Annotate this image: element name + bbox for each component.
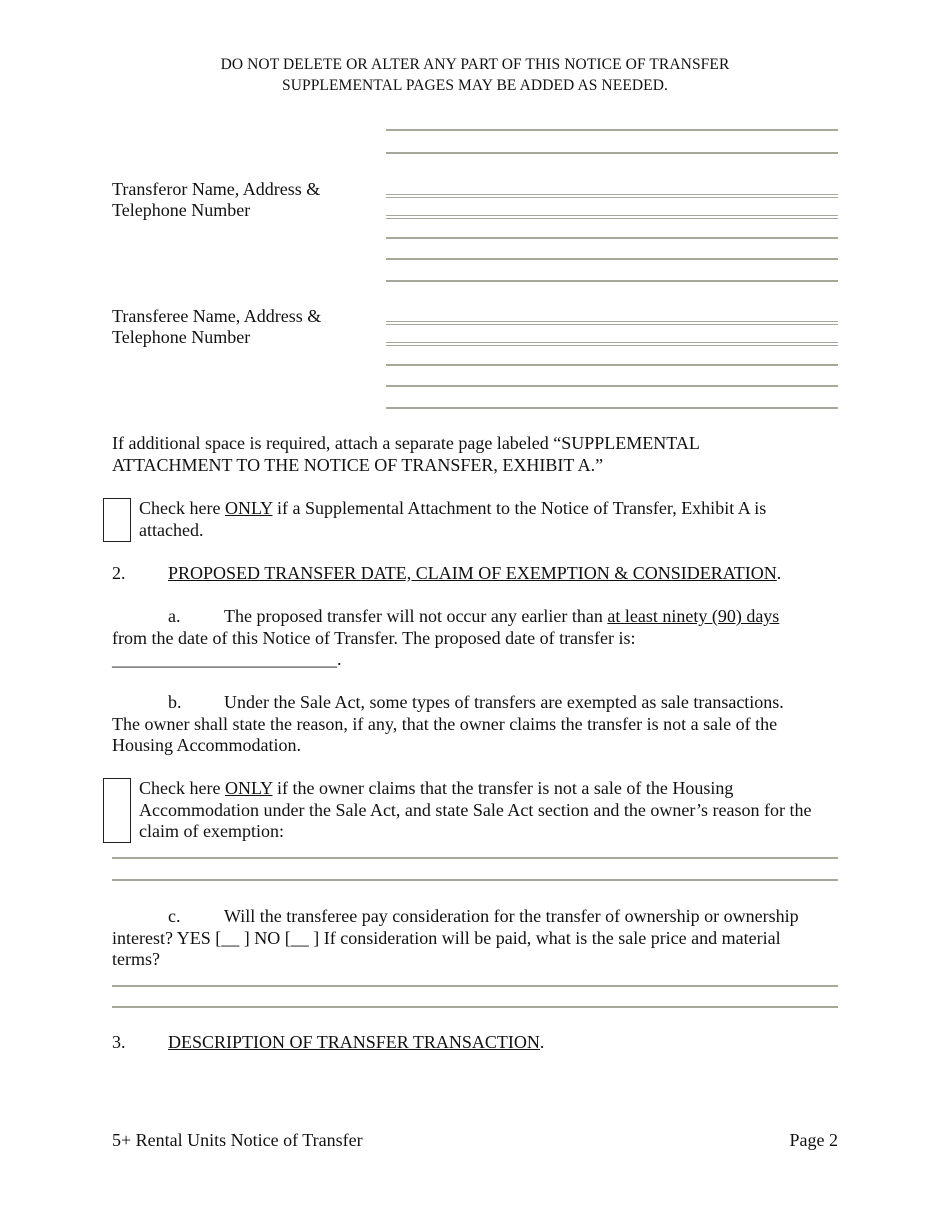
section-2a-paragraph: a. The proposed transfer will not occur any earlier than at least ninety (90) days from the date of this Notice of Transfer. The proposed date of transfer is: _________________________.: [112, 606, 838, 671]
transferor-field-line-3[interactable]: [386, 194, 838, 198]
transferor-field-line-5[interactable]: [386, 237, 838, 239]
transferee-label: Transferee Name, Address & Telephone Number: [112, 306, 322, 347]
transferee-field-line-3[interactable]: [386, 364, 838, 366]
transferor-field-line-1[interactable]: [386, 129, 838, 131]
transferee-field-line-1[interactable]: [386, 321, 838, 325]
transferor-label: Transferor Name, Address & Telephone Number: [112, 179, 321, 220]
sale-terms-line-1[interactable]: [112, 985, 838, 987]
supplemental-attachment-check-text: Check here ONLY if a Supplemental Attachment to the Notice of Transfer, Exhibit A is attached.: [139, 498, 767, 540]
transferor-field-line-7[interactable]: [386, 280, 838, 282]
proposed-transfer-date-blank[interactable]: _________________________.: [112, 649, 342, 669]
supplemental-attachment-checkbox[interactable]: [103, 498, 131, 542]
transferor-field-line-4[interactable]: [386, 215, 838, 219]
section-2c-paragraph: c. Will the transferee pay consideration for the transfer of ownership or ownership interest? YES [__ ] NO [__ ] If consideration will be paid, what is the sale price and material terms?: [112, 906, 799, 969]
section-2-title: PROPOSED TRANSFER DATE, CLAIM OF EXEMPTION & CONSIDERATION.: [168, 563, 782, 583]
footer-page-number: Page 2: [789, 1130, 838, 1150]
notice-header-line-1: DO NOT DELETE OR ALTER ANY PART OF THIS NOTICE OF TRANSFER: [220, 56, 730, 73]
footer-document-title: 5+ Rental Units Notice of Transfer: [112, 1130, 363, 1150]
exemption-claim-checkbox[interactable]: [103, 778, 131, 843]
exemption-claim-check-text: Check here ONLY if the owner claims that the transfer is not a sale of the Housing Accommodation under the Sale Act, and state Sale Act section and the owner’s reason for the claim of exemption:: [139, 778, 812, 841]
section-3-number: 3.: [112, 1032, 126, 1052]
section-2b-paragraph: b. Under the Sale Act, some types of transfers are exempted as sale transactions. The owner shall state the reason, if any, that the owner claims the transfer is not a sale of the Housing Accommodation.: [112, 692, 784, 755]
transferee-field-line-5[interactable]: [386, 407, 838, 409]
transferor-field-line-2[interactable]: [386, 152, 838, 154]
section-3-title: DESCRIPTION OF TRANSFER TRANSACTION.: [168, 1032, 545, 1052]
sale-terms-line-2[interactable]: [112, 1006, 838, 1008]
transferee-field-line-2[interactable]: [386, 342, 838, 346]
section-2-number: 2.: [112, 563, 126, 583]
transferor-field-line-6[interactable]: [386, 258, 838, 260]
notice-header-line-2: SUPPLEMENTAL PAGES MAY BE ADDED AS NEEDED.: [281, 77, 669, 94]
exemption-reason-line-1[interactable]: [112, 857, 838, 859]
transferee-field-line-4[interactable]: [386, 385, 838, 387]
supplemental-instructions: If additional space is required, attach a separate page labeled “SUPPLEMENTAL ATTACHMENT TO THE NOTICE OF TRANSFER, EXHIBIT A.”: [112, 433, 700, 475]
exemption-reason-line-2[interactable]: [112, 879, 838, 881]
